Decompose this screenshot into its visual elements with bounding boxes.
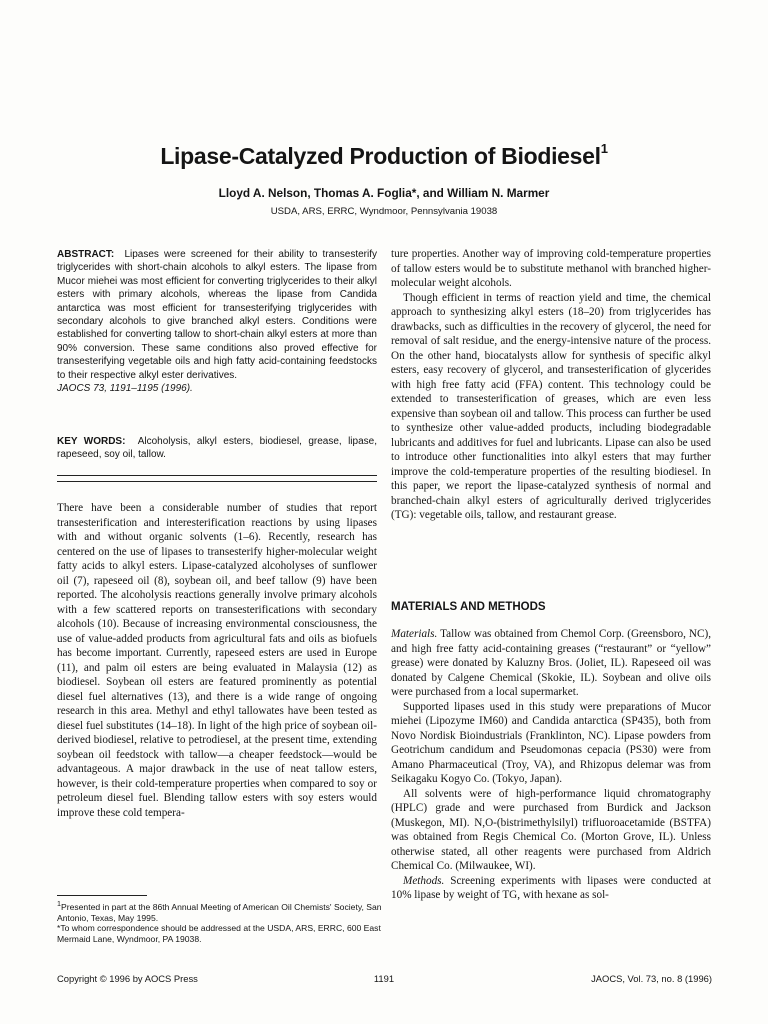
abstract-label: ABSTRACT: <box>57 249 115 260</box>
abstract-divider <box>57 475 377 476</box>
keywords <box>57 435 377 462</box>
right-paragraph-2: Though efficient in terms of reaction yield and time, the chemical approach to synthesizing alkyl esters (18–20) from triglycerides has drawbacks, such as difficulties in the recovery of glycerol, the need for removal of salt residue, and the energy-intensive nature of the process. On the other hand, biocatalysts allow for synthesis of specific alkyl esters, easy recovery of glycerol, and transesterification of glycerides with high free fatty acid (FFA) content. This technology could be extended to transesterification of greases, which are even less expensive than soybean oil and tallow. This process can further be used to synthesize other value-added products, including biodegradable lubricants and additives for fuel and lubricants. Lipase can also be used to introduce other functionalities into alkyl esters that may further improve the cold-temperature properties of the resulting biodiesel. In this paper, we report the lipase-catalyzed synthesis of normal and branched-chain alkyl esters of agriculturally derived triglycerides (TG): vegetable oils, tallow, and restaurant grease. <box>391 291 711 521</box>
abstract <box>57 248 377 395</box>
paper-title <box>0 143 768 170</box>
page-number: 1191 <box>373 973 395 984</box>
author-list: Lloyd A. Nelson, Thomas A. Foglia*, and William N. Marmer <box>218 186 550 200</box>
keywords-label: KEY WORDS: <box>57 436 126 447</box>
abstract-text: Lipases were screened for their ability to transesterify triglycerides with short-chain alcohols to alkyl esters. The lipase from Mucor miehei was most efficient for converting triglycerides to their alkyl esters with primary alcohols, whereas the lipase from Candida antarctica was most efficient for transesterifying triglycerides with secondary alcohols to give branched alkyl esters. Conditions were established for converting tallow to short-chain alkyl esters at more than 90% conversion. These same conditions also proved effective for transesterifying vegetable oils and high fatty acid-containing feedstocks to their respective alkyl ester derivatives. <box>57 249 377 381</box>
lipases-paragraph: Supported lipases used in this study were preparations of Mucor miehei (Lipozyme IM60) and Candida antarctica (SP435), both from Novo Nordisk Bioindustrials (Franklinton, NC). Lipase powders from Geotrichum candidum and Pseudomonas cepacia (PS30) were from Amano Pharmaceutical (Troy, VA), and Rhizopus delemar was from Seikagaku Kogyo Co. (Tokyo, Japan). <box>391 700 711 785</box>
footnote-1 <box>57 899 387 924</box>
abstract-divider-lower <box>57 481 377 482</box>
citation: JAOCS 73, 1191–1195 (1996). <box>57 383 193 395</box>
section-heading: MATERIALS AND METHODS <box>391 601 546 613</box>
footnote-rule <box>57 895 147 896</box>
materials-label: Materials. <box>391 628 438 640</box>
footnote-2: *To whom correspondence should be addressed at the USDA, ARS, ERRC, 600 East Mermaid Lane, Wyndmoor, PA 19038. <box>57 923 381 944</box>
materials-paragraph <box>391 627 711 700</box>
right-column-top <box>391 247 711 523</box>
right-column-bottom <box>391 627 711 903</box>
materials-text: Tallow was obtained from Chemol Corp. (Greensboro, NC), and high free fatty acid-containing greases (“restaurant” or “yellow” grease) were donated by Kaluzny Bros. (Joliet, IL). Rapeseed oil was donated by Calgene Chemical (Skokie, IL). Soybean and olive oils were purchased from a local supermarket. <box>391 628 711 698</box>
methods-label: Methods. <box>403 874 445 887</box>
footnote-mark: 1 <box>57 900 61 908</box>
footnote-1-text: Presented in part at the 86th Annual Meeting of American Oil Chemists' Society, San Antonio, Texas, May 1995. <box>57 901 382 923</box>
solvents-paragraph: All solvents were of high-performance liquid chromatography (HPLC) grade and were purchased from Burdick and Jackson (Muskegon, MI). N,O-(bistrimethylsilyl) trifluoroacetamide (BSTFA) was obtained from Regis Chemical Co. (Morton Grove, IL). Unless otherwise stated, all other reagents were purchased from Aldrich Chemical Co. (Milwaukee, WI). <box>391 787 711 872</box>
methods-text: Screening experiments with lipases were conducted at 10% lipase by weight of TG, with hexane as sol- <box>391 874 712 901</box>
left-column <box>57 501 377 820</box>
intro-paragraph: There have been a considerable number of studies that report transesterification and interesterification reactions by using lipases with and without organic solvents (1–6). Recently, research has centered on the use of lipases to transesterify higher-molecular weight fatty acids to alkyl esters. Lipase-catalyzed alcoholyses of sunflower oil (7), rapeseed oil (8), soybean oil, and beef tallow (9) have been reported. The alcoholysis reactions generally involve primary alcohols with a few scattered reports on transesterifications with secondary alcohols (10). Because of increasing environmental consciousness, the use of value-added products from agricultural fats and oils as biofuels has become important. Currently, rapeseed esters are used in Europe (11), and palm oil esters are being evaluated in Malaysia (12) as biodiesel. Soybean oil esters are featured prominently as potential diesel fuel alternatives (13), and there is a wide range of ongoing research in this area. Methyl and ethyl tallowates have been tested as diesel fuel substitutes (14–18). In light of the high price of soybean oil-derived biodiesel, relative to petrodiesel, at the present time, extending soybean oil feedstock with tallow—a cheaper feedstock—would be advantageous. A major drawback in the use of neat tallow esters, however, is their cold-temperature properties when compared to soy or petroleum diesel fuel. Blending tallow esters with soy esters would improve these cold tempera- <box>57 502 377 819</box>
right-paragraph-1: ture properties. Another way of improving cold-temperature properties of tallow esters would be to substitute methanol with branched higher-molecular weight alcohols. <box>391 248 711 289</box>
copyright: Copyright © 1996 by AOCS Press <box>57 973 198 984</box>
journal-info: JAOCS, Vol. 73, no. 8 (1996) <box>591 973 712 984</box>
title-text: Lipase-Catalyzed Production of Biodiesel <box>160 143 601 169</box>
methods-paragraph <box>391 874 711 903</box>
affiliation: USDA, ARS, ERRC, Wyndmoor, Pennsylvania 19038 <box>270 206 498 217</box>
title-footnote-mark: 1 <box>600 141 608 157</box>
keywords-text: Alcoholysis, alkyl esters, biodiesel, grease, lipase, rapeseed, soy oil, tallow. <box>57 436 377 461</box>
